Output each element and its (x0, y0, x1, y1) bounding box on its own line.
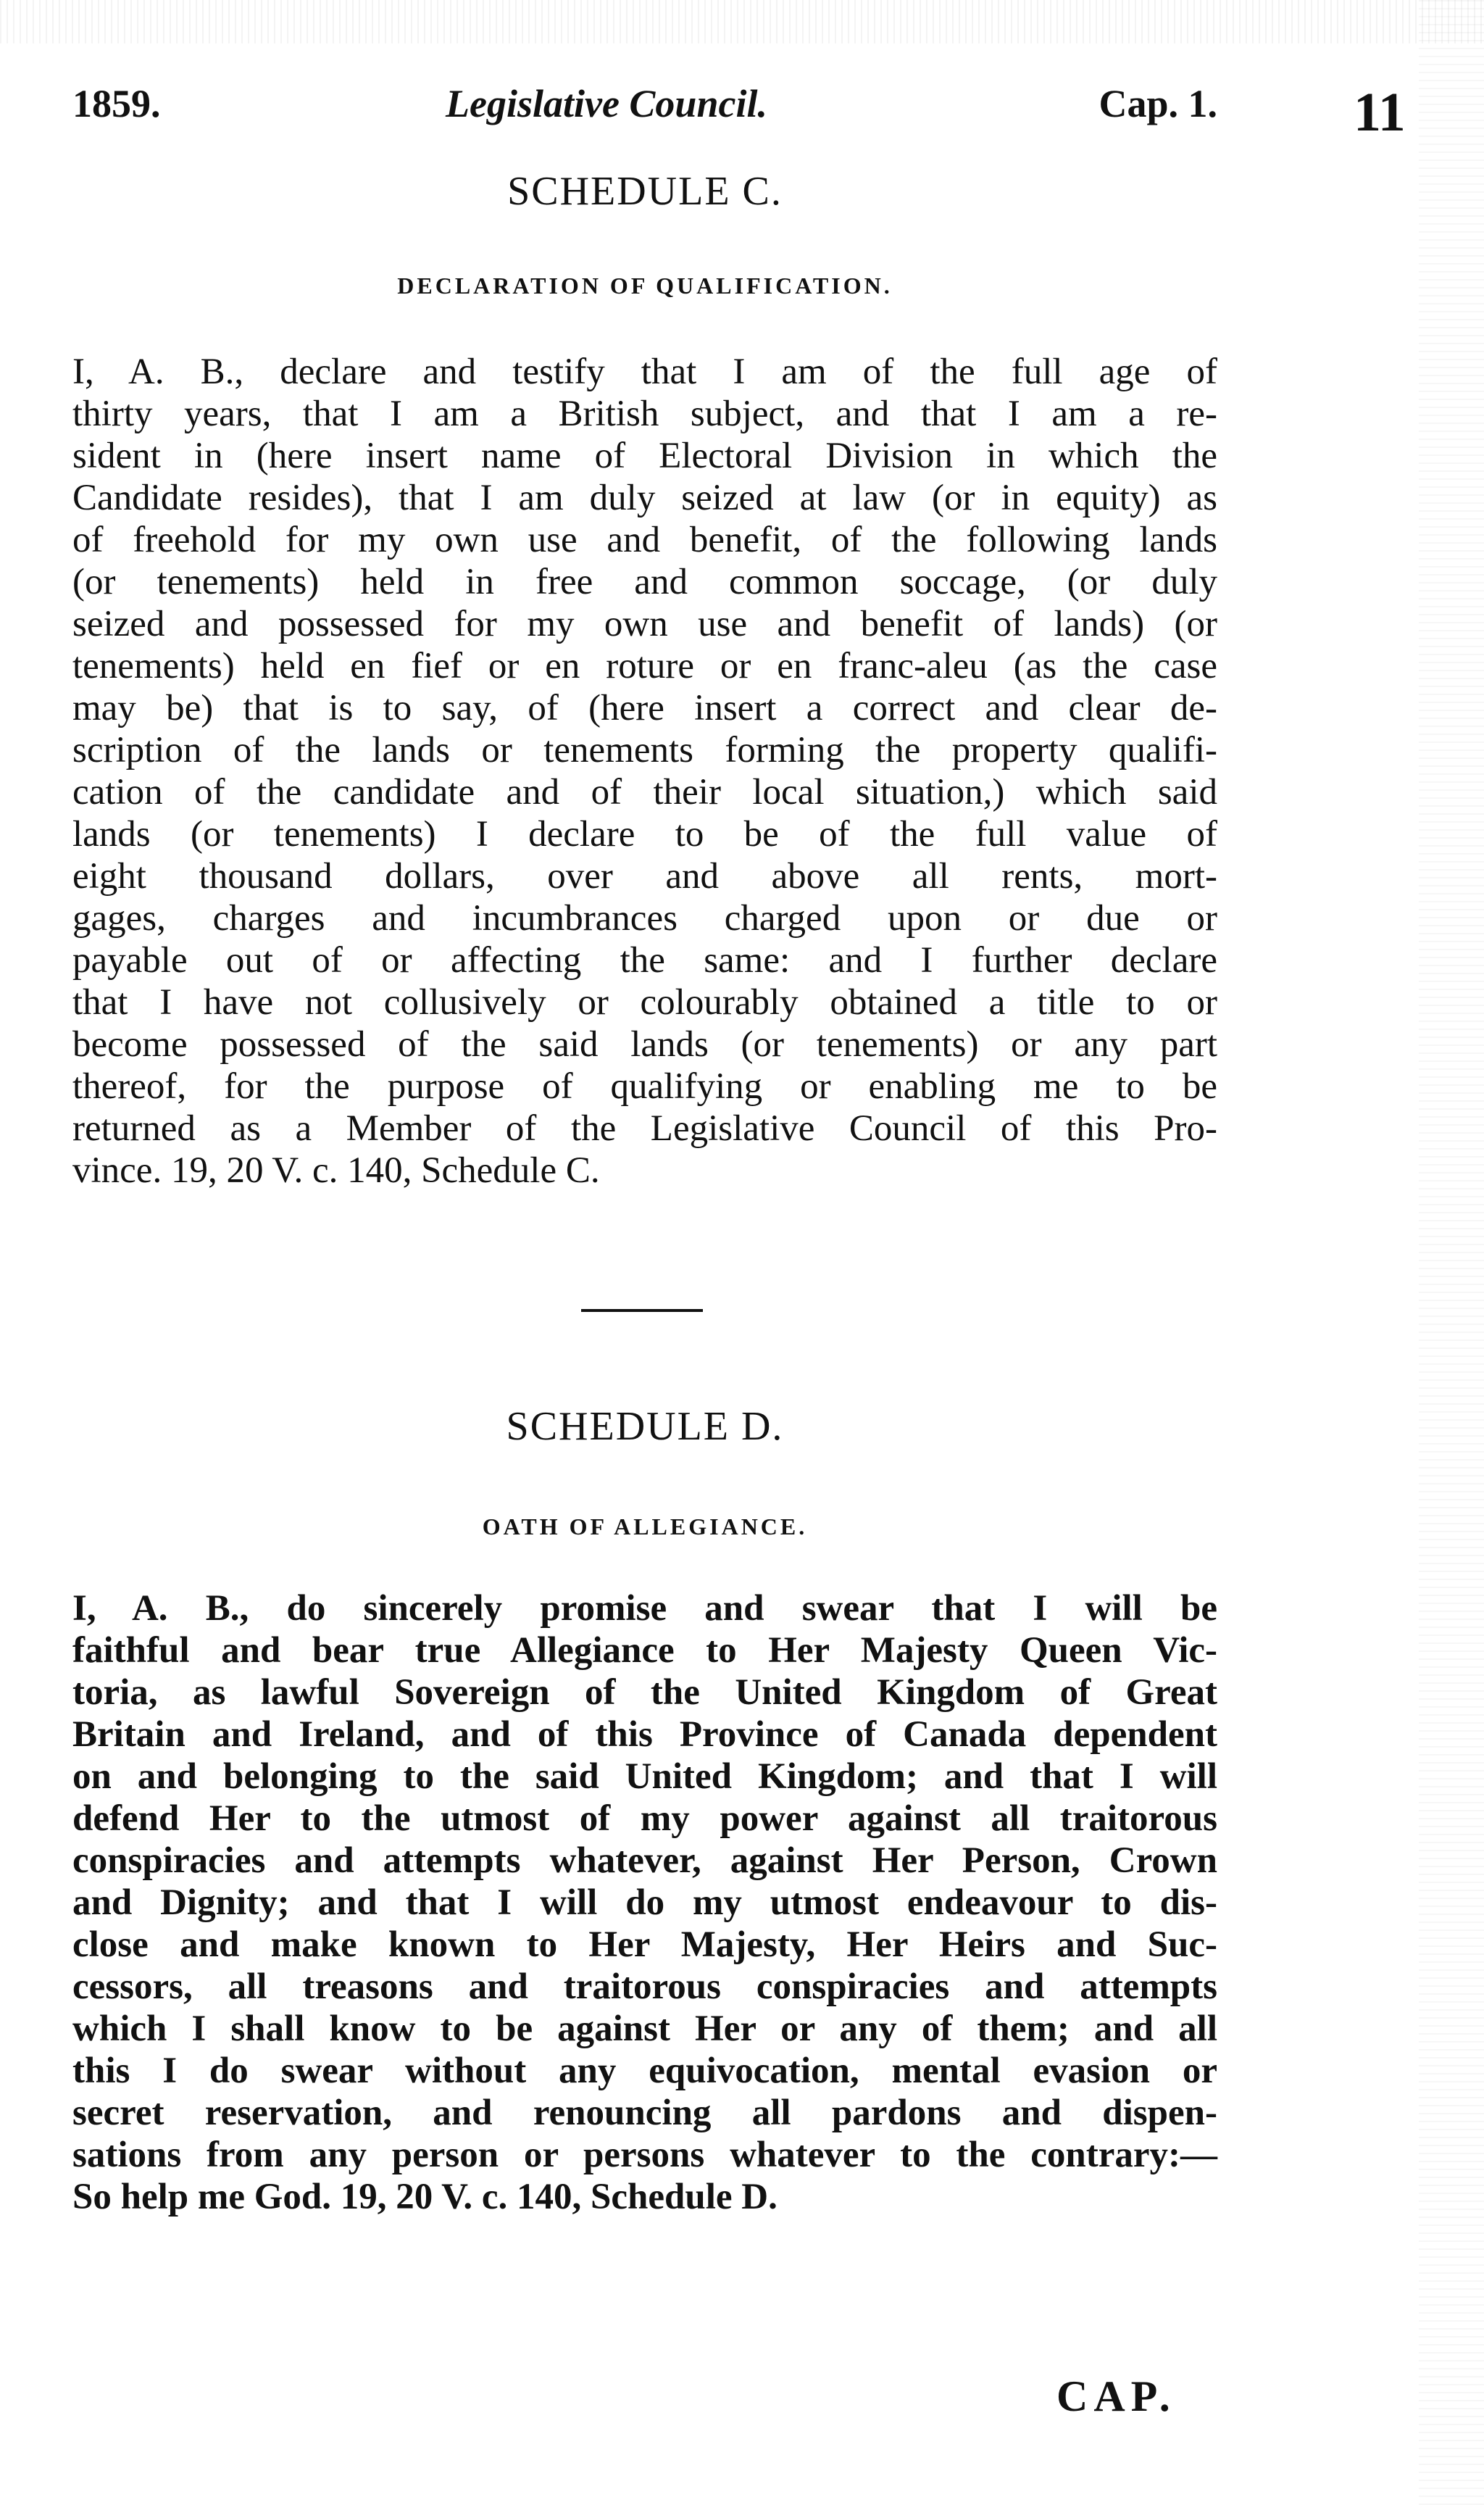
text-line: this I do swear without any equivocation, mental evasion or (72, 2051, 1217, 2091)
text-line: sident in (here insert name of Electoral Division in which the (72, 436, 1217, 476)
header-chapter: Cap. 1. (1099, 82, 1217, 125)
text-line: which I shall know to be against Her or any of them; and all (72, 2008, 1217, 2049)
text-line: tenements) held en fief or en roture or en franc-aleu (as the case (72, 646, 1217, 686)
text-line: thirty years, that I am a British subject, and that I am a re- (72, 394, 1217, 434)
text-line: (or tenements) held in free and common soccage, (or duly (72, 562, 1217, 602)
text-line: on and belonging to the said United Kingdom; and that I will (72, 1756, 1217, 1797)
text-line: close and make known to Her Majesty, Her Heirs and Suc- (72, 1924, 1217, 1965)
text-line: seized and possessed for my own use and benefit of lands) (or (72, 604, 1217, 644)
text-line: I, A. B., declare and testify that I am of the full age of (72, 352, 1217, 392)
text-line: cessors, all treasons and traitorous conspiracies and attempts (72, 1966, 1217, 2007)
text-line: conspiracies and attempts whatever, against Her Person, Crown (72, 1840, 1217, 1881)
scan-edge-right (1419, 0, 1484, 2505)
schedule-c-body (72, 351, 1217, 1192)
schedule-d-title: SCHEDULE D. (506, 1404, 784, 1449)
section-divider-rule (581, 1309, 703, 1312)
text-line: So help me God. 19, 20 V. c. 140, Schedule D. (72, 2177, 778, 2217)
text-line: may be) that is to say, of (here insert a correct and clear de- (72, 688, 1217, 728)
text-line: become possessed of the said lands (or tenements) or any part (72, 1024, 1217, 1065)
header-year: 1859. (72, 82, 161, 125)
text-line: thereof, for the purpose of qualifying or enabling me to be (72, 1066, 1217, 1107)
text-line: gages, charges and incumbrances charged upon or due or (72, 898, 1217, 939)
text-line: and Dignity; and that I will do my utmost endeavour to dis- (72, 1882, 1217, 1923)
text-line: payable out of or affecting the same: and I further declare (72, 940, 1217, 981)
catchword: CAP. (1056, 2372, 1176, 2420)
header-title: Legislative Council. (446, 82, 767, 125)
scan-edge-top (0, 0, 1484, 43)
text-line: toria, as lawful Sovereign of the United Kingdom of Great (72, 1672, 1217, 1713)
text-line: Britain and Ireland, and of this Province of Canada dependent (72, 1714, 1217, 1755)
text-line: Candidate resides), that I am duly seized at law (or in equity) as (72, 478, 1217, 518)
text-line: secret reservation, and renouncing all pardons and dispen- (72, 2093, 1217, 2133)
text-line: cation of the candidate and of their local situation,) which said (72, 772, 1217, 813)
schedule-d-body (72, 1587, 1217, 2218)
text-line: of freehold for my own use and benefit, of the following lands (72, 520, 1217, 560)
schedule-c-title: SCHEDULE C. (507, 169, 783, 214)
text-line: vince. 19, 20 V. c. 140, Schedule C. (72, 1150, 600, 1191)
text-line: defend Her to the utmost of my power against all traitorous (72, 1798, 1217, 1839)
text-line: scription of the lands or tenements forming the property qualifi- (72, 730, 1217, 770)
page-number: 11 (1354, 82, 1406, 143)
schedule-c-subtitle: DECLARATION OF QUALIFICATION. (397, 273, 893, 299)
text-line: returned as a Member of the Legislative Council of this Pro- (72, 1108, 1217, 1149)
text-line: lands (or tenements) I declare to be of the full value of (72, 814, 1217, 855)
text-line: that I have not collusively or colourably obtained a title to or (72, 982, 1217, 1023)
schedule-d-subtitle: OATH OF ALLEGIANCE. (482, 1513, 808, 1540)
running-header (72, 81, 1217, 132)
text-line: I, A. B., do sincerely promise and swear that I will be (72, 1588, 1217, 1629)
text-line: faithful and bear true Allegiance to Her Majesty Queen Vic- (72, 1630, 1217, 1671)
text-line: eight thousand dollars, over and above all rents, mort- (72, 856, 1217, 897)
text-line: sations from any person or persons whatever to the contrary:— (72, 2135, 1217, 2175)
